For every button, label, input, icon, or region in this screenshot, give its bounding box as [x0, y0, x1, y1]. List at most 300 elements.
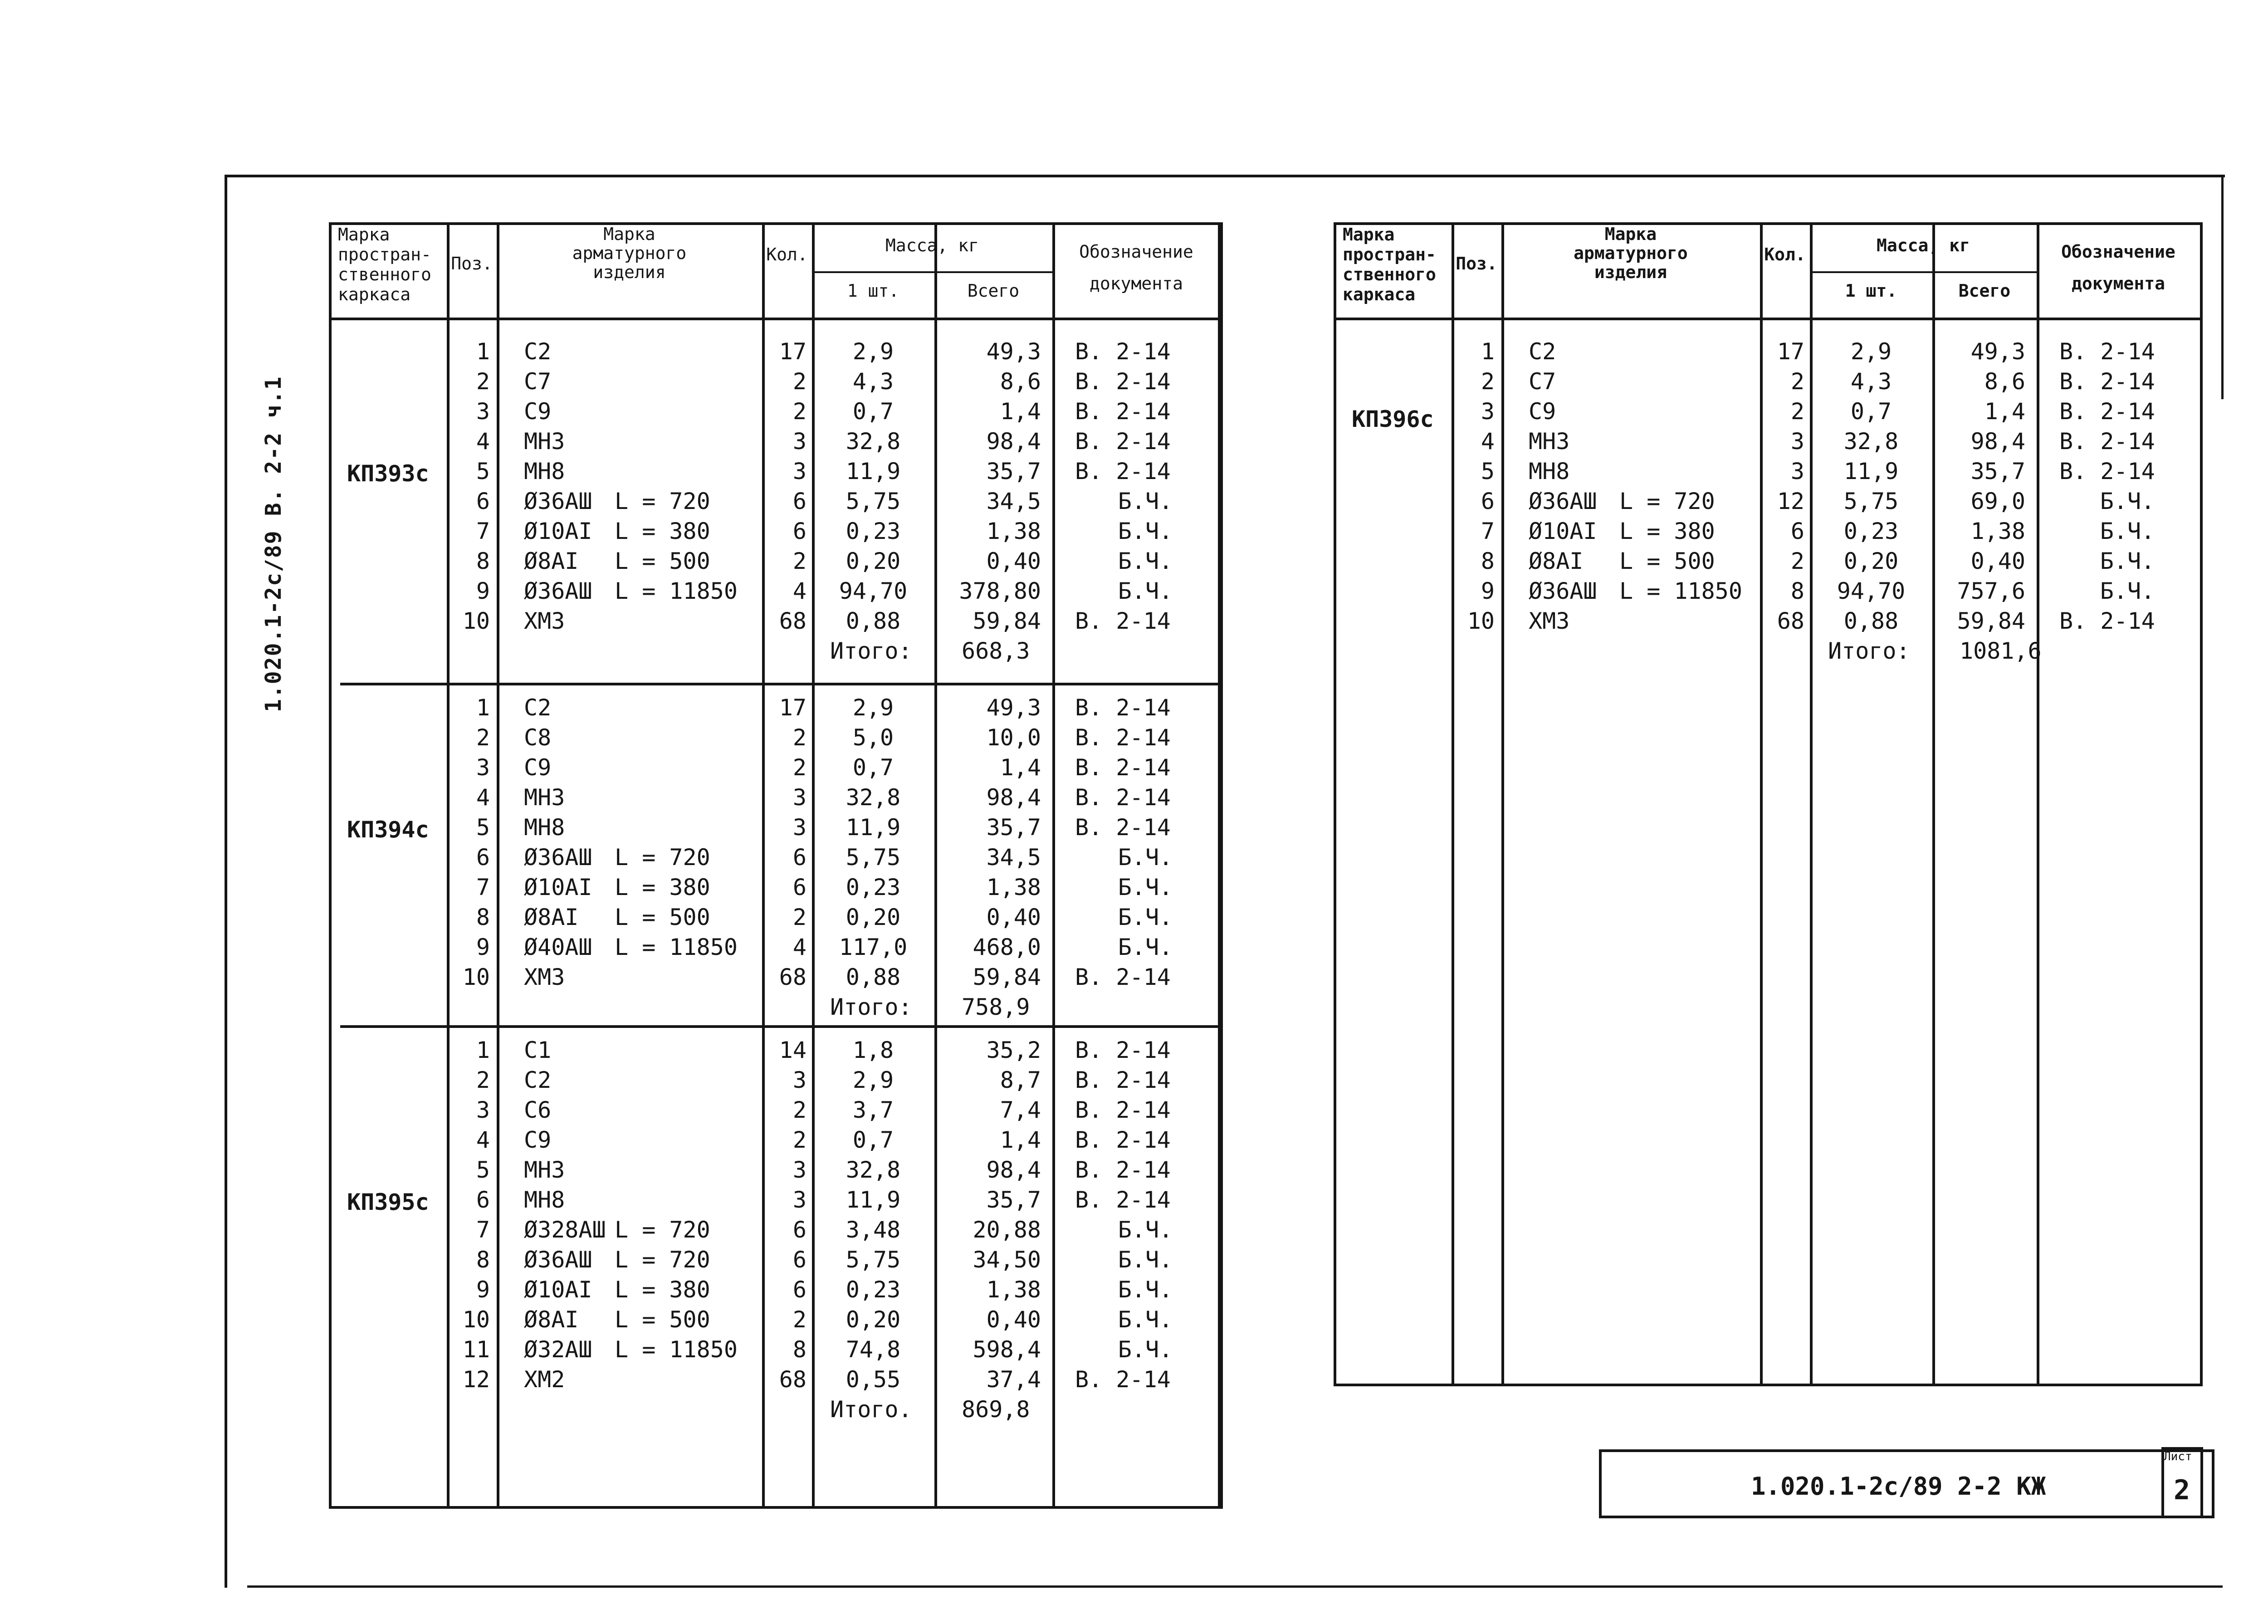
item-cell: С7 [524, 368, 552, 395]
doc-cell: В. 2-14 [2059, 368, 2155, 395]
pos-cell: 1 [476, 695, 490, 721]
pos-cell: 7 [1481, 518, 1495, 544]
pos-cell: 5 [1481, 458, 1495, 484]
column-rule [1810, 222, 1813, 1384]
doc-cell: В. 2-14 [1075, 1187, 1171, 1213]
qty-cell: 17 [779, 338, 807, 365]
total-value: 668,3 [962, 638, 1030, 664]
doc-cell: Б.Ч. [1118, 1306, 1173, 1333]
total-label: Итого: [830, 994, 912, 1020]
pos-cell: 9 [476, 1277, 490, 1303]
frame-bottom [247, 1585, 2223, 1588]
doc-cell: В. 2-14 [1075, 338, 1171, 365]
header-bottom-rule [329, 318, 1223, 320]
doc-cell: В. 2-14 [1075, 695, 1171, 721]
mass-total-cell: 59,84 [973, 608, 1041, 634]
doc-cell: Б.Ч. [1118, 934, 1173, 960]
mass-total-cell: 7,4 [1000, 1097, 1041, 1123]
column-rule [497, 222, 499, 1506]
frame-right-top [2221, 175, 2224, 399]
frame-top [225, 175, 2225, 177]
item-cell: Ø40АШ [524, 934, 592, 960]
item-cell: С1 [524, 1037, 552, 1063]
mass-total-cell: 34,5 [986, 844, 1041, 871]
item-cell: ХМ3 [1529, 608, 1570, 634]
column-rule [2037, 222, 2039, 1384]
length-cell: L = 11850 [615, 578, 738, 604]
mass-one-cell: 0,7 [852, 398, 894, 425]
table-bottom-rule [1334, 1384, 2203, 1386]
sheet-number: 2 [2174, 1474, 2190, 1506]
mass-one-cell: 0,7 [852, 1127, 894, 1153]
mass-total-cell: 1,38 [986, 874, 1041, 900]
pos-cell: 4 [476, 428, 490, 455]
length-cell: L = 380 [1619, 518, 1715, 544]
qty-cell: 8 [1790, 578, 1804, 604]
mass-subheader-rule [1810, 271, 2037, 273]
mass-total-cell: 34,5 [986, 488, 1041, 514]
item-cell: ХМ3 [524, 608, 565, 634]
mass-one-cell: 1,8 [852, 1037, 894, 1063]
mass-one-cell: 4,3 [852, 368, 894, 395]
doc-cell: В. 2-14 [1075, 398, 1171, 425]
column-rule [1932, 222, 1935, 1384]
doc-cell: Б.Ч. [1118, 844, 1173, 871]
pos-cell: 4 [476, 784, 490, 811]
length-cell: L = 720 [615, 1217, 710, 1243]
mass-one-cell: 0,23 [846, 1277, 901, 1303]
mass-one-cell: 11,9 [846, 458, 901, 484]
item-cell: Ø32АШ [524, 1336, 592, 1363]
total-value: 758,9 [962, 994, 1030, 1020]
qty-cell: 6 [792, 518, 807, 544]
item-cell: Ø36АШ [524, 488, 592, 514]
item-cell: С2 [524, 1067, 552, 1093]
qty-cell: 3 [792, 814, 807, 841]
qty-header: Кол. [766, 245, 808, 264]
doc-cell: В. 2-14 [1075, 458, 1171, 484]
doc-header: Обозначение документа [2061, 242, 2175, 293]
length-cell: L = 11850 [1619, 578, 1742, 604]
item-cell: МН3 [524, 784, 565, 811]
doc-cell: В. 2-14 [1075, 368, 1171, 395]
item-cell: Ø10АI [524, 1277, 592, 1303]
pos-cell: 3 [476, 1097, 490, 1123]
mass-one-cell: 117,0 [839, 934, 908, 960]
pos-cell: 5 [476, 1157, 490, 1183]
item-cell: С2 [524, 338, 552, 365]
doc-cell: В. 2-14 [1075, 1127, 1171, 1153]
mass-one-cell: 0,55 [846, 1366, 901, 1393]
mass-total-cell: 1,38 [1970, 518, 2025, 544]
qty-cell: 6 [792, 1247, 807, 1273]
mass-total-cell: 468,0 [973, 934, 1041, 960]
carcass-mark: КП396с [1352, 406, 1434, 432]
doc-cell: Б.Ч. [2100, 488, 2155, 514]
total-value: 869,8 [962, 1396, 1030, 1423]
pos-cell: 1 [476, 1037, 490, 1063]
item-cell: Ø36АШ [524, 1247, 592, 1273]
stamp-document-code: 1.020.1-2с/89 2-2 КЖ [1751, 1472, 2046, 1501]
doc-cell: Б.Ч. [1118, 488, 1173, 514]
mass-one-cell: 32,8 [846, 428, 901, 455]
qty-cell: 2 [1790, 398, 1804, 425]
qty-cell: 6 [1790, 518, 1804, 544]
pos-cell: 9 [476, 934, 490, 960]
pos-cell: 8 [476, 1247, 490, 1273]
item-cell: Ø328АШ [524, 1217, 606, 1243]
item-cell: С8 [524, 724, 552, 751]
length-cell: L = 380 [615, 874, 710, 900]
header-top-rule [329, 222, 1223, 225]
length-cell: L = 500 [615, 904, 710, 930]
mass-one-cell: 2,9 [1850, 338, 1892, 365]
doc-cell: В. 2-14 [2059, 608, 2155, 634]
pos-cell: 7 [476, 874, 490, 900]
pos-cell: 12 [462, 1366, 490, 1393]
mass-one-cell: 0,23 [846, 518, 901, 544]
mass-total-cell: 35,7 [986, 1187, 1041, 1213]
doc-cell: В. 2-14 [1075, 608, 1171, 634]
group-separator [340, 683, 1223, 685]
item-cell: МН3 [524, 1157, 565, 1183]
qty-cell: 2 [792, 1097, 807, 1123]
item-cell: МН8 [524, 814, 565, 841]
item-cell: МН8 [524, 1187, 565, 1213]
pos-cell: 1 [476, 338, 490, 365]
qty-cell: 68 [1777, 608, 1804, 634]
item-cell: С9 [524, 754, 552, 781]
pos-cell: 5 [476, 814, 490, 841]
qty-cell: 3 [792, 458, 807, 484]
doc-cell: В. 2-14 [1075, 964, 1171, 990]
pos-cell: 5 [476, 458, 490, 484]
pos-cell: 9 [476, 578, 490, 604]
carcass-mark: КП393с [347, 460, 429, 487]
column-rule [1501, 222, 1504, 1384]
mass-one-cell: 11,9 [846, 1187, 901, 1213]
mass-one-cell: 0,23 [1843, 518, 1899, 544]
item-cell: ХМ2 [524, 1366, 565, 1393]
pos-cell: 3 [476, 398, 490, 425]
mass-total-cell: 8,6 [1000, 368, 1041, 395]
length-cell: L = 11850 [615, 1336, 738, 1363]
mass-total-cell: 59,84 [1957, 608, 2025, 634]
length-cell: L = 500 [615, 1306, 710, 1333]
mass-one-cell: 0,88 [846, 608, 901, 634]
carcass-mark: КП395с [347, 1189, 429, 1215]
qty-cell: 6 [792, 844, 807, 871]
qty-cell: 2 [792, 724, 807, 751]
item-cell: Ø10АI [524, 874, 592, 900]
item-cell: МН8 [1529, 458, 1570, 484]
qty-cell: 2 [792, 1127, 807, 1153]
mass-total-cell: 98,4 [986, 1157, 1041, 1183]
qty-cell: 2 [792, 368, 807, 395]
pos-cell: 8 [1481, 548, 1495, 574]
mass-one-cell: 4,3 [1850, 368, 1892, 395]
item-cell: МН8 [524, 458, 565, 484]
doc-cell: Б.Ч. [1118, 548, 1173, 574]
mass-total-cell: 98,4 [986, 428, 1041, 455]
mass-total-cell: 49,3 [986, 338, 1041, 365]
mass-one-cell: 32,8 [1843, 428, 1899, 455]
column-rule [1052, 222, 1055, 1506]
length-cell: L = 500 [1619, 548, 1715, 574]
doc-cell: В. 2-14 [1075, 784, 1171, 811]
mass-one-cell: 0,7 [1850, 398, 1892, 425]
pos-cell: 7 [476, 518, 490, 544]
qty-cell: 4 [792, 578, 807, 604]
item-cell: Ø10АI [1529, 518, 1597, 544]
item-cell: С7 [1529, 368, 1556, 395]
pos-cell: 6 [476, 844, 490, 871]
mass-one-cell: 2,9 [852, 1067, 894, 1093]
side-document-code: 1.020.1-2с/89 В. 2-2 ч.1 [261, 376, 286, 712]
mass-one-cell: 3,48 [846, 1217, 901, 1243]
mass-total-cell: 0,40 [1970, 548, 2025, 574]
pos-cell: 6 [476, 488, 490, 514]
qty-cell: 68 [779, 608, 807, 634]
doc-cell: Б.Ч. [1118, 578, 1173, 604]
mass-one-cell: 5,75 [846, 488, 901, 514]
header-top-rule [1334, 222, 2203, 225]
pos-cell: 10 [462, 964, 490, 990]
mass-total-cell: 59,84 [973, 964, 1041, 990]
length-cell: L = 720 [615, 1247, 710, 1273]
qty-cell: 3 [792, 428, 807, 455]
item-cell: Ø36АШ [1529, 488, 1597, 514]
frame-left [225, 175, 227, 1588]
length-cell: L = 380 [615, 518, 710, 544]
sheet-label: Лист [2164, 1450, 2192, 1463]
doc-cell: Б.Ч. [2100, 578, 2155, 604]
doc-cell: Б.Ч. [1118, 1217, 1173, 1243]
mass-one-cell: 5,75 [846, 844, 901, 871]
mass-one-cell: 0,88 [1843, 608, 1899, 634]
pos-cell: 1 [1481, 338, 1495, 365]
mass-one-cell: 0,88 [846, 964, 901, 990]
qty-cell: 6 [792, 488, 807, 514]
mass-total-cell: 98,4 [1970, 428, 2025, 455]
doc-cell: Б.Ч. [1118, 874, 1173, 900]
length-cell: L = 720 [1619, 488, 1715, 514]
mass-total-cell: 0,40 [986, 548, 1041, 574]
qty-cell: 2 [792, 548, 807, 574]
mass-total-cell: 757,6 [1957, 578, 2025, 604]
doc-cell: В. 2-14 [1075, 724, 1171, 751]
doc-cell: Б.Ч. [2100, 518, 2155, 544]
qty-cell: 8 [792, 1336, 807, 1363]
mass-total-cell: 49,3 [1970, 338, 2025, 365]
qty-cell: 6 [792, 874, 807, 900]
doc-cell: В. 2-14 [2059, 458, 2155, 484]
item-cell: Ø36АШ [1529, 578, 1597, 604]
item-cell: С9 [1529, 398, 1556, 425]
mass-header: Масса, кг [1877, 235, 1970, 255]
pos-cell: 2 [476, 724, 490, 751]
mass-total-cell: 1,4 [1000, 398, 1041, 425]
doc-cell: Б.Ч. [1118, 1336, 1173, 1363]
mass-one-header: 1 шт. [847, 281, 899, 301]
mass-total-cell: 34,50 [973, 1247, 1041, 1273]
qty-header: Кол. [1764, 245, 1806, 264]
pos-cell: 10 [462, 1306, 490, 1333]
mass-total-cell: 0,40 [986, 904, 1041, 930]
item-mark-header: Марка арматурного изделия [572, 224, 687, 282]
item-cell: Ø36АШ [524, 844, 592, 871]
mass-total-cell: 10,0 [986, 724, 1041, 751]
doc-cell: В. 2-14 [2059, 338, 2155, 365]
mass-total-cell: 69,0 [1970, 488, 2025, 514]
doc-cell: В. 2-14 [1075, 814, 1171, 841]
pos-cell: 4 [476, 1127, 490, 1153]
qty-cell: 2 [1790, 548, 1804, 574]
qty-cell: 17 [779, 695, 807, 721]
mass-one-cell: 0,7 [852, 754, 894, 781]
mass-one-cell: 0,20 [1843, 548, 1899, 574]
total-label: Итого. [830, 1396, 912, 1423]
mass-total-cell: 1,38 [986, 1277, 1041, 1303]
doc-cell: В. 2-14 [1075, 1037, 1171, 1063]
qty-cell: 3 [792, 1187, 807, 1213]
doc-cell: Б.Ч. [1118, 904, 1173, 930]
pos-cell: 6 [476, 1187, 490, 1213]
qty-cell: 12 [1777, 488, 1804, 514]
item-cell: Ø36АШ [524, 578, 592, 604]
mass-total-cell: 1,4 [1984, 398, 2025, 425]
doc-cell: В. 2-14 [1075, 428, 1171, 455]
mass-one-cell: 3,7 [852, 1097, 894, 1123]
mass-total-cell: 37,4 [986, 1366, 1041, 1393]
mass-one-cell: 5,0 [852, 724, 894, 751]
qty-cell: 3 [1790, 428, 1804, 455]
group-separator [340, 1025, 1223, 1028]
mass-total-header: Всего [1958, 281, 2011, 301]
pos-cell: 10 [1467, 608, 1495, 634]
item-cell: С6 [524, 1097, 552, 1123]
qty-cell: 68 [779, 964, 807, 990]
qty-cell: 2 [792, 398, 807, 425]
left-table-outer-right [1218, 222, 1221, 1508]
mass-one-cell: 0,23 [846, 874, 901, 900]
length-cell: L = 11850 [615, 934, 738, 960]
pos-cell: 8 [476, 548, 490, 574]
mass-total-cell: 98,4 [986, 784, 1041, 811]
doc-cell: Б.Ч. [1118, 1277, 1173, 1303]
mass-one-cell: 5,75 [846, 1247, 901, 1273]
mass-total-cell: 35,7 [986, 458, 1041, 484]
column-rule [329, 222, 332, 1506]
qty-cell: 3 [792, 1067, 807, 1093]
item-mark-header: Марка арматурного изделия [1574, 224, 1688, 282]
mass-total-cell: 1,38 [986, 518, 1041, 544]
mass-total-cell: 20,88 [973, 1217, 1041, 1243]
mass-one-cell: 11,9 [846, 814, 901, 841]
item-cell: С9 [524, 1127, 552, 1153]
item-cell: Ø10АI [524, 518, 592, 544]
pos-cell: 3 [476, 754, 490, 781]
item-cell: С9 [524, 398, 552, 425]
mass-total-cell: 1,4 [1000, 754, 1041, 781]
doc-cell: В. 2-14 [1075, 754, 1171, 781]
item-cell: МН3 [524, 428, 565, 455]
qty-cell: 3 [792, 784, 807, 811]
table-bottom-rule [329, 1506, 1223, 1509]
header-bottom-rule [1334, 318, 2203, 320]
column-rule [1760, 222, 1763, 1384]
mass-subheader-rule [812, 271, 1052, 273]
doc-cell: Б.Ч. [1118, 1247, 1173, 1273]
item-cell: МН3 [1529, 428, 1570, 455]
column-rule [1334, 222, 1336, 1384]
mass-total-cell: 35,2 [986, 1037, 1041, 1063]
doc-cell: Б.Ч. [2100, 548, 2155, 574]
qty-cell: 68 [779, 1366, 807, 1393]
pos-header: Поз. [1456, 254, 1497, 274]
mass-one-cell: 32,8 [846, 784, 901, 811]
item-cell: ХМ3 [524, 964, 565, 990]
pos-header: Поз. [451, 254, 493, 274]
mass-total-cell: 0,40 [986, 1306, 1041, 1333]
qty-cell: 6 [792, 1217, 807, 1243]
item-cell: С2 [524, 695, 552, 721]
qty-cell: 2 [792, 904, 807, 930]
length-cell: L = 500 [615, 548, 710, 574]
doc-header: Обозначение документа [1079, 242, 1193, 293]
mass-header: Масса, кг [885, 235, 979, 255]
doc-cell: Б.Ч. [1118, 518, 1173, 544]
qty-cell: 3 [792, 1157, 807, 1183]
length-cell: L = 720 [615, 488, 710, 514]
item-cell: Ø8АI [524, 904, 579, 930]
mass-total-cell: 35,7 [1970, 458, 2025, 484]
pos-cell: 10 [462, 608, 490, 634]
mass-one-header: 1 шт. [1845, 281, 1897, 301]
pos-cell: 2 [476, 1067, 490, 1093]
qty-cell: 14 [779, 1037, 807, 1063]
pos-cell: 11 [462, 1336, 490, 1363]
total-label: Итого: [1828, 638, 1910, 664]
total-label: Итого: [830, 638, 912, 664]
mass-total-cell: 8,7 [1000, 1067, 1041, 1093]
length-cell: L = 720 [615, 844, 710, 871]
pos-cell: 9 [1481, 578, 1495, 604]
column-rule [2200, 222, 2203, 1384]
pos-cell: 3 [1481, 398, 1495, 425]
length-cell: L = 380 [615, 1277, 710, 1303]
mass-one-cell: 11,9 [1843, 458, 1899, 484]
doc-cell: В. 2-14 [2059, 428, 2155, 455]
mass-total-header: Всего [967, 281, 1020, 301]
mass-total-cell: 1,4 [1000, 1127, 1041, 1153]
pos-cell: 2 [476, 368, 490, 395]
qty-cell: 2 [792, 1306, 807, 1333]
mass-one-cell: 32,8 [846, 1157, 901, 1183]
mass-one-cell: 2,9 [852, 695, 894, 721]
pos-cell: 7 [476, 1217, 490, 1243]
qty-cell: 17 [1777, 338, 1804, 365]
pos-cell: 8 [476, 904, 490, 930]
qty-cell: 2 [792, 754, 807, 781]
qty-cell: 6 [792, 1277, 807, 1303]
column-rule [1452, 222, 1454, 1384]
qty-cell: 2 [1790, 368, 1804, 395]
mass-one-cell: 0,20 [846, 548, 901, 574]
mass-one-cell: 94,70 [1837, 578, 1906, 604]
mass-one-cell: 2,9 [852, 338, 894, 365]
carcass-mark-header: Марка простран- ственного каркаса [338, 225, 431, 304]
